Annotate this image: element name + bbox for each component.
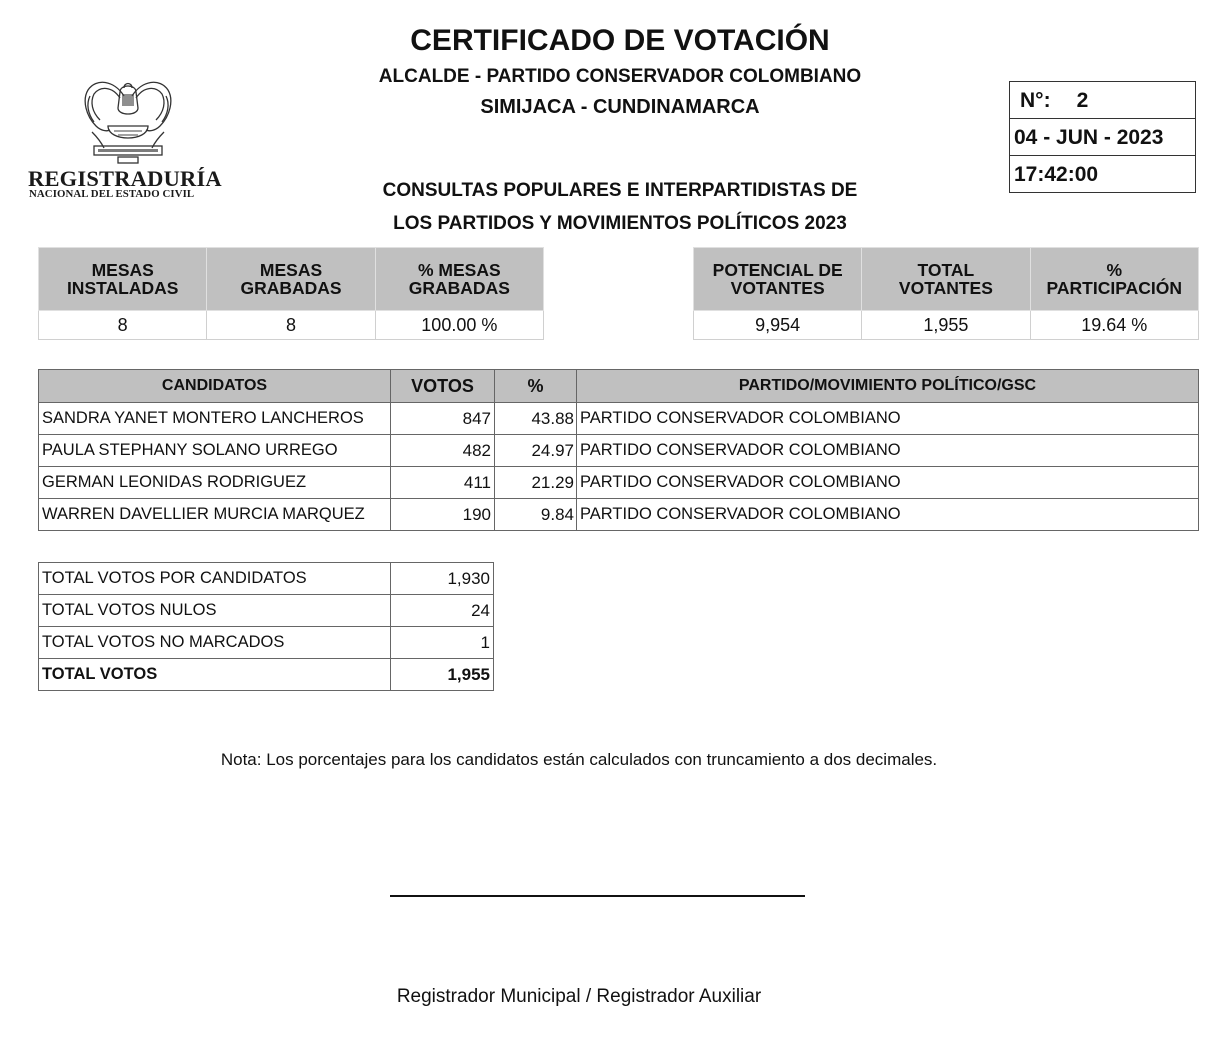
header-partido: PARTIDO/MOVIMIENTO POLÍTICO/GSC	[577, 370, 1199, 403]
registraduria-logo	[28, 74, 228, 204]
candidate-name: SANDRA YANET MONTERO LANCHEROS	[39, 403, 391, 435]
certificate-info-box	[1009, 81, 1196, 193]
truncation-note: Nota: Los porcentajes para los candidatos están calculados con truncamiento a dos decimales.	[220, 750, 938, 769]
candidate-name: PAULA STEPHANY SOLANO URREGO	[39, 435, 391, 467]
coat-of-arms-icon	[78, 74, 178, 166]
certificate-time: 17:42:00	[1014, 163, 1099, 186]
candidates-header-row	[39, 370, 1199, 403]
header-candidatos: CANDIDATOS	[39, 370, 391, 403]
candidate-row	[39, 435, 1199, 467]
totals-value: 1,930	[391, 563, 494, 595]
grand-total-label: TOTAL VOTOS	[39, 659, 391, 691]
votantes-header-row	[694, 248, 1199, 311]
candidate-row	[39, 403, 1199, 435]
votantes-values-row	[694, 311, 1199, 340]
candidate-name: WARREN DAVELLIER MURCIA MARQUEZ	[39, 499, 391, 531]
header-pct-mesas-grabadas: % MESAS GRABADAS	[375, 248, 543, 311]
header-pct-participacion: % PARTICIPACIÓN	[1030, 248, 1198, 311]
totals-label: TOTAL VOTOS NO MARCADOS	[39, 627, 391, 659]
header-total-votantes: TOTAL VOTANTES	[862, 248, 1030, 311]
candidate-row	[39, 467, 1199, 499]
certificate-number-row	[1010, 82, 1195, 119]
totals-row	[39, 595, 494, 627]
candidate-pct: 21.29	[495, 467, 577, 499]
location-subtitle: SIMIJACA - CUNDINAMARCA	[480, 96, 760, 118]
certificate-number-label: N°:	[1020, 89, 1051, 112]
header-potencial-votantes: POTENCIAL DE VOTANTES	[694, 248, 862, 311]
candidate-pct: 43.88	[495, 403, 577, 435]
votantes-table	[693, 247, 1199, 340]
candidate-votes: 411	[391, 467, 495, 499]
candidate-pct: 9.84	[495, 499, 577, 531]
header-votos: VOTOS	[391, 370, 495, 403]
totals-value: 24	[391, 595, 494, 627]
page-title: CERTIFICADO DE VOTACIÓN	[410, 24, 830, 57]
totals-label: TOTAL VOTOS POR CANDIDATOS	[39, 563, 391, 595]
pct-participacion-value: 19.64 %	[1030, 311, 1198, 340]
certificate-date: 04 - JUN - 2023	[1010, 119, 1195, 156]
totals-label: TOTAL VOTOS NULOS	[39, 595, 391, 627]
candidate-party: PARTIDO CONSERVADOR COLOMBIANO	[577, 435, 1199, 467]
mesas-header-row	[39, 248, 544, 311]
candidate-party: PARTIDO CONSERVADOR COLOMBIANO	[577, 467, 1199, 499]
totals-value: 1	[391, 627, 494, 659]
pct-mesas-grabadas-value: 100.00 %	[375, 311, 543, 340]
total-votantes-value: 1,955	[862, 311, 1030, 340]
candidate-votes: 190	[391, 499, 495, 531]
consulta-title-line1: CONSULTAS POPULARES E INTERPARTIDISTAS DE	[382, 180, 858, 201]
candidate-votes: 482	[391, 435, 495, 467]
grand-total-row	[39, 659, 494, 691]
certificate-number: 2	[1076, 89, 1089, 112]
signature-label: Registrador Municipal / Registrador Auxiliar	[396, 986, 762, 1007]
candidates-table	[38, 369, 1199, 531]
candidate-party: PARTIDO CONSERVADOR COLOMBIANO	[577, 403, 1199, 435]
totals-table	[38, 562, 494, 691]
logo-title: REGISTRADURÍA	[28, 166, 222, 191]
candidate-pct: 24.97	[495, 435, 577, 467]
candidate-name: GERMAN LEONIDAS RODRIGUEZ	[39, 467, 391, 499]
header-mesas-grabadas: MESAS GRABADAS	[207, 248, 375, 311]
office-subtitle: ALCALDE - PARTIDO CONSERVADOR COLOMBIANO	[378, 66, 862, 87]
mesas-instaladas-value: 8	[39, 311, 207, 340]
mesas-grabadas-value: 8	[207, 311, 375, 340]
header-mesas-instaladas: MESAS INSTALADAS	[39, 248, 207, 311]
logo-subtitle: NACIONAL DEL ESTADO CIVIL	[29, 188, 195, 200]
grand-total-value: 1,955	[391, 659, 494, 691]
mesas-table	[38, 247, 544, 340]
candidate-party: PARTIDO CONSERVADOR COLOMBIANO	[577, 499, 1199, 531]
mesas-values-row	[39, 311, 544, 340]
totals-row	[39, 627, 494, 659]
header-pct: %	[495, 370, 577, 403]
signature-line	[390, 895, 805, 897]
consulta-title-line2: LOS PARTIDOS Y MOVIMIENTOS POLÍTICOS 2023	[393, 213, 847, 234]
totals-row	[39, 563, 494, 595]
potencial-votantes-value: 9,954	[694, 311, 862, 340]
candidate-row	[39, 499, 1199, 531]
candidate-votes: 847	[391, 403, 495, 435]
